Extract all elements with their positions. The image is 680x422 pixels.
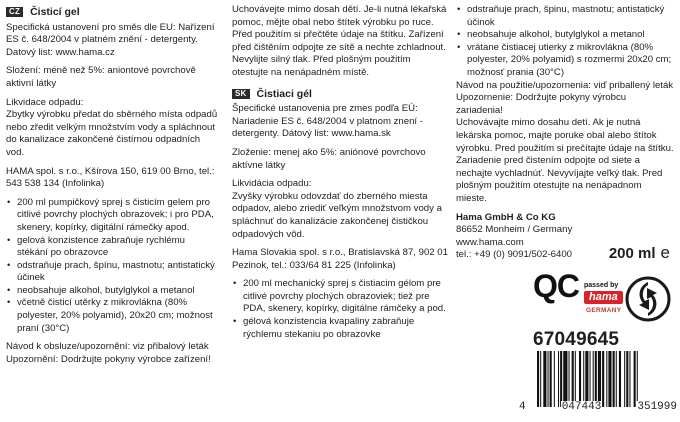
sk-header xyxy=(232,88,448,101)
barcode-bar xyxy=(593,351,594,407)
list-item: • neobsahuje alkohol, butylglykol a metanol xyxy=(456,29,674,42)
barcode-bar xyxy=(579,351,581,407)
cz-spec: Specifická ustanovení pro směs dle EU: Nařízení ES č. 648/2004 v platném znění - detergenty. Datový list: www.hama.cz xyxy=(6,21,215,58)
list-item: • odstraňuje prach, špinu, mastnotu; antistatický účinok xyxy=(456,4,674,29)
ean-digits xyxy=(518,401,678,413)
barcode-bar xyxy=(560,351,562,407)
passed-by-text: passed by xyxy=(584,282,619,289)
barcode-bar xyxy=(616,351,617,407)
estimated-e-mark-icon: e xyxy=(660,243,670,262)
cz-feature-list xyxy=(6,197,218,336)
qc-logo: QC xyxy=(533,268,579,304)
sk-disposal: Zvyšky výrobku odovzdať do zberného miesta odpadov, alebo zriediť veľkým množstvom vody a spláchnuť do kanalizácie zakončenej čističkou odpadových vôd. xyxy=(232,190,442,240)
barcode-bar xyxy=(626,351,628,407)
barcode-bar xyxy=(563,351,567,407)
sk-safety: Uchovávajte mimo dosahu detí. Ak je nutná lekárska pomoc, majte poruke obal alebo štítok výrobku. Pred použitím si prečítajte údaje na štítku. Zariadenie pred čistením odpojte od siete a nechajte vychladnúť. Nevyvíjajte veľký tlak. Pred plošným použitím otestujte na nenápadnom mieste. xyxy=(456,117,674,204)
cz-disposal: Zbytky výrobku předat do sběrného místa odpadů nebo zředit velkým množstvím vody a spláchnout do kanalizace zakončené čistírnou odpadních vod. xyxy=(6,109,218,158)
barcode-bar xyxy=(613,351,615,407)
manufacturer-city: 86652 Monheim / Germany xyxy=(456,224,573,236)
barcode-bar xyxy=(583,351,584,407)
list-item: • odstraňuje prach, špínu, mastnotu; antistatický účinek xyxy=(6,260,218,285)
list-item: • neobsahuje alkohol, butylglykol a metanol xyxy=(6,285,218,298)
barcode-bar xyxy=(637,351,638,407)
green-dot-recycling-icon xyxy=(625,276,671,322)
barcode-bar xyxy=(608,351,611,407)
list-item: • gelová konzistence zabraňuje rychlému stékání po obrazovce xyxy=(6,235,218,260)
manufacturer-phone: tel.: +49 (0) 9091/502-6400 xyxy=(456,249,573,261)
barcode-bar xyxy=(606,351,607,407)
cz-composition: Složení: méně než 5%: aniontové povrchově aktivní látky xyxy=(6,65,196,89)
barcode-bar xyxy=(558,351,559,407)
barcode-bar xyxy=(550,351,552,407)
cz-title: Čisticí gel xyxy=(30,6,80,18)
sk-warning: Upozornenie: Dodržujte pokyny výrobcu zariadenia! xyxy=(456,92,627,116)
list-item: • vrátane čistiacej utierky z mikrovlákna (80% polyester, 20% polyamid) s rozmermi 20x20 cm; možnosť prania (30°C) xyxy=(456,42,674,80)
sk-language-badge: SK xyxy=(232,89,250,99)
sk-instructions: Návod na použitie/upozornenia: viď priballený leták xyxy=(456,79,674,91)
barcode-bar xyxy=(548,351,549,407)
volume-label xyxy=(608,243,670,262)
column-middle xyxy=(232,4,448,347)
list-item: • 200 ml pumpičkový sprej s čisticím gelem pro citlivé povrchy plochých obrazovek; i pro PDA, skenery, kopírky, digitální rámečky apod. xyxy=(6,197,218,235)
column-right xyxy=(456,4,674,262)
barcode-bar xyxy=(585,351,588,407)
barcode-bar xyxy=(595,351,597,407)
cz-disposal-title: Likvidace odpadu: xyxy=(6,96,84,108)
cz-warning: Upozornění: Dodržujte pokyny výrobce zařízení! xyxy=(6,353,211,365)
ean-barcode xyxy=(533,351,671,407)
list-item: • 200 ml mechanický sprej s čistiacim gélom pre citlivé povrchy plochých obrazoviek; tiež pre PDA, skenery, kopírky, digitálne rámčeky a pod. xyxy=(232,278,448,316)
ean-digits-left: 047443 xyxy=(561,401,602,413)
cz-safety: Uchovávejte mimo dosah dětí. Je-li nutná lékařská pomoc, mějte obal nebo štítek výrobku po ruce. Před použitím si přečtěte údaje na štítku. Zařízení před čištěním odpojte ze sítě a nechte zchladnout. Nevylijte silný tlak. Před plošným použitím otestujte na nenápadném místě. xyxy=(232,4,447,78)
barcode-area xyxy=(533,329,673,407)
barcode-bar xyxy=(554,351,555,407)
sk-feature-list-left xyxy=(232,278,448,341)
cz-company: HAMA spol. s r.o., Kšírova 150, 619 00 Brno, tel.: 543 538 134 (Infolinka) xyxy=(6,165,215,190)
sk-composition: Zloženie: menej ako 5%: aniónové povrchovo aktívne látky xyxy=(232,146,426,171)
ean-digit-first: 4 xyxy=(519,401,526,413)
cz-instructions: Návod k obsluze/upozornění: viz přibalový leták xyxy=(6,341,209,353)
manufacturer-name: Hama GmbH & Co KG xyxy=(456,211,556,223)
list-item: • včetně čisticí utěrky z mikrovlákna (80% polyester, 20% polyamid), 20x20 cm; možnost praní (30°C) xyxy=(6,297,218,335)
sk-spec: Špecifické ustanovenia pre zmes podľa EÚ: Nariadenie ES č. 648/2004 v platnom znení - detergenty. Dátový list: www.hama.sk xyxy=(232,103,423,140)
column-czech xyxy=(6,4,218,372)
cz-header xyxy=(6,6,218,19)
barcode-bar xyxy=(629,351,630,407)
quality-logos xyxy=(533,268,673,332)
barcode-bar xyxy=(598,351,601,407)
ean-digits-right: 351999 xyxy=(637,401,677,413)
sk-title: Čistiaci gél xyxy=(256,87,312,100)
barcode-bar xyxy=(619,351,621,407)
volume-value: 200 ml xyxy=(608,245,656,262)
barcode-bar xyxy=(543,351,546,407)
barcode-bar xyxy=(575,351,576,407)
barcode-bar xyxy=(540,351,541,407)
article-number: 67049645 xyxy=(533,329,620,350)
barcode-bar xyxy=(602,351,604,407)
sk-company: Hama Slovakia spol. s r.o., Bratislavská 87, 902 01 Pezinok, tel.: 033/64 81 225 (Infolinka) xyxy=(232,247,448,271)
barcode-bar xyxy=(537,351,539,407)
barcode-bar xyxy=(634,351,636,407)
cz-language-badge: CZ xyxy=(6,7,23,17)
sk-disposal-title: Likvidácia odpadu: xyxy=(232,178,312,190)
barcode-bar xyxy=(572,351,574,407)
barcode-bar xyxy=(569,351,570,407)
manufacturer-web: www.hama.com xyxy=(456,236,524,248)
hama-logo: hama xyxy=(584,291,623,304)
hama-germany-text: GERMANY xyxy=(586,307,622,314)
barcode-bar xyxy=(590,351,591,407)
list-item: • gélová konzistencia kvapaliny zabraňuje rýchlemu stekaniu po obrazovke xyxy=(232,316,448,341)
barcode-bar xyxy=(624,351,625,407)
sk-feature-list-right xyxy=(456,4,674,80)
